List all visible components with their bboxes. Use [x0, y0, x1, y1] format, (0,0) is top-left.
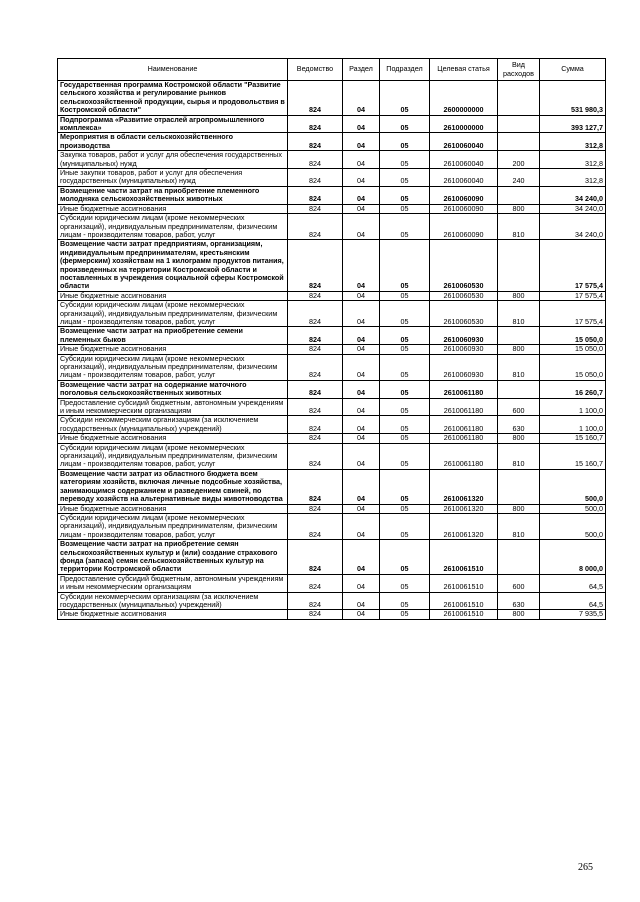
row-sum: 312,8 — [540, 133, 606, 151]
row-name: Субсидии юридическим лицам (кроме некоммерческих организаций), индивидуальным предпринимателям, физическим лицам - производителям товаров, работ, услуг — [58, 354, 288, 380]
row-section: 04 — [343, 301, 380, 327]
row-expense-type — [498, 240, 540, 291]
row-target-article: 2610061510 — [430, 574, 498, 592]
row-name: Возмещение части затрат на приобретение семени племенных быков — [58, 327, 288, 345]
row-department: 824 — [288, 240, 343, 291]
row-subsection: 05 — [380, 240, 430, 291]
table-row — [58, 380, 606, 398]
table-row — [58, 592, 606, 610]
table-row — [58, 169, 606, 187]
table-row — [58, 133, 606, 151]
row-sum: 393 127,7 — [540, 115, 606, 133]
row-sum: 15 050,0 — [540, 327, 606, 345]
row-target-article: 2610061180 — [430, 380, 498, 398]
row-name: Иные бюджетные ассигнования — [58, 610, 288, 619]
row-sum: 15 160,7 — [540, 434, 606, 443]
row-subsection: 05 — [380, 592, 430, 610]
row-department: 824 — [288, 434, 343, 443]
row-subsection: 05 — [380, 151, 430, 169]
row-section: 04 — [343, 574, 380, 592]
table-row — [58, 291, 606, 300]
row-name: Закупка товаров, работ и услуг для обеспечения государственных (муниципальных) нужд — [58, 151, 288, 169]
row-sum: 17 575,4 — [540, 240, 606, 291]
table-row — [58, 301, 606, 327]
row-sum: 34 240,0 — [540, 204, 606, 213]
row-target-article: 2610060090 — [430, 204, 498, 213]
row-section: 04 — [343, 291, 380, 300]
row-section: 04 — [343, 186, 380, 204]
row-name: Субсидии юридическим лицам (кроме некоммерческих организаций), индивидуальным предпринимателям, физическим лицам - производителям товаров, работ, услуг — [58, 513, 288, 539]
row-department: 824 — [288, 133, 343, 151]
row-expense-type — [498, 469, 540, 504]
row-subsection: 05 — [380, 513, 430, 539]
row-subsection: 05 — [380, 115, 430, 133]
row-name: Возмещение части затрат на приобретение семян сельскохозяйственных культур и (или) создание страхового фонда (запаса) семян сельскохозяйственных культур на территории Костромской области — [58, 540, 288, 575]
row-sum: 17 575,4 — [540, 291, 606, 300]
table-row — [58, 115, 606, 133]
table-row — [58, 186, 606, 204]
row-section: 04 — [343, 434, 380, 443]
row-name: Возмещение части затрат предприятиям, организациям, индивидуальным предпринимателям, крестьянским (фермерским) хозяйствам на 1 килограмм продуктов питания, произведенных на территории Костромской области и поставленных в учреждения социальной сферы Костромской области — [58, 240, 288, 291]
row-section: 04 — [343, 345, 380, 354]
table-row — [58, 345, 606, 354]
row-target-article: 2610060930 — [430, 345, 498, 354]
row-department: 824 — [288, 204, 343, 213]
table-row — [58, 443, 606, 469]
row-subsection: 05 — [380, 291, 430, 300]
row-expense-type: 600 — [498, 398, 540, 416]
header-name: Наименование — [58, 59, 288, 81]
row-department: 824 — [288, 214, 343, 240]
row-target-article: 2610060930 — [430, 354, 498, 380]
row-target-article: 2610060530 — [430, 240, 498, 291]
row-section: 04 — [343, 416, 380, 434]
row-subsection: 05 — [380, 434, 430, 443]
row-subsection: 05 — [380, 301, 430, 327]
table-row — [58, 469, 606, 504]
row-subsection: 05 — [380, 540, 430, 575]
row-department: 824 — [288, 540, 343, 575]
row-section: 04 — [343, 610, 380, 619]
row-sum: 1 100,0 — [540, 416, 606, 434]
row-section: 04 — [343, 443, 380, 469]
row-subsection: 05 — [380, 574, 430, 592]
row-section: 04 — [343, 354, 380, 380]
row-expense-type: 810 — [498, 301, 540, 327]
row-subsection: 05 — [380, 610, 430, 619]
row-name: Иные бюджетные ассигнования — [58, 434, 288, 443]
row-department: 824 — [288, 574, 343, 592]
row-section: 04 — [343, 115, 380, 133]
row-target-article: 2610061180 — [430, 416, 498, 434]
header-expense-type: Вид расходов — [498, 59, 540, 81]
row-subsection: 05 — [380, 186, 430, 204]
row-department: 824 — [288, 469, 343, 504]
row-sum: 500,0 — [540, 469, 606, 504]
row-name: Возмещение части затрат на приобретение племенного молодняка сельскохозяйственных животных — [58, 186, 288, 204]
row-target-article: 2610061320 — [430, 504, 498, 513]
row-department: 824 — [288, 610, 343, 619]
row-section: 04 — [343, 240, 380, 291]
row-department: 824 — [288, 398, 343, 416]
row-subsection: 05 — [380, 354, 430, 380]
row-name: Иные бюджетные ассигнования — [58, 504, 288, 513]
row-subsection: 05 — [380, 345, 430, 354]
row-subsection: 05 — [380, 504, 430, 513]
row-target-article: 2610060040 — [430, 133, 498, 151]
row-target-article: 2610060040 — [430, 151, 498, 169]
row-expense-type: 630 — [498, 416, 540, 434]
row-expense-type: 200 — [498, 151, 540, 169]
row-sum: 34 240,0 — [540, 186, 606, 204]
row-subsection: 05 — [380, 398, 430, 416]
row-sum: 1 100,0 — [540, 398, 606, 416]
table-row — [58, 434, 606, 443]
table-row — [58, 204, 606, 213]
header-sum: Сумма — [540, 59, 606, 81]
row-sum: 15 050,0 — [540, 354, 606, 380]
row-expense-type — [498, 133, 540, 151]
row-expense-type: 800 — [498, 345, 540, 354]
row-sum: 312,8 — [540, 169, 606, 187]
row-target-article: 2610061510 — [430, 610, 498, 619]
table-row — [58, 416, 606, 434]
header-target-article: Целевая статья — [430, 59, 498, 81]
table-row — [58, 354, 606, 380]
row-sum: 312,8 — [540, 151, 606, 169]
table-row — [58, 151, 606, 169]
row-target-article: 2610060090 — [430, 186, 498, 204]
row-expense-type — [498, 115, 540, 133]
row-target-article: 2610061180 — [430, 398, 498, 416]
table-row — [58, 327, 606, 345]
row-department: 824 — [288, 169, 343, 187]
row-subsection: 05 — [380, 133, 430, 151]
row-name: Субсидии юридическим лицам (кроме некоммерческих организаций), индивидуальным предпринимателям, физическим лицам - производителям товаров, работ, услуг — [58, 301, 288, 327]
row-target-article: 2610060040 — [430, 169, 498, 187]
row-expense-type: 600 — [498, 574, 540, 592]
row-department: 824 — [288, 416, 343, 434]
row-expense-type: 800 — [498, 610, 540, 619]
row-name: Мероприятия в области сельскохозяйственного производства — [58, 133, 288, 151]
table-row — [58, 398, 606, 416]
row-expense-type: 800 — [498, 434, 540, 443]
row-subsection: 05 — [380, 169, 430, 187]
row-name: Предоставление субсидий бюджетным, автономным учреждениям и иным некоммерческим организациям — [58, 398, 288, 416]
row-sum: 16 260,7 — [540, 380, 606, 398]
row-target-article: 2610000000 — [430, 115, 498, 133]
row-sum: 64,5 — [540, 574, 606, 592]
row-target-article: 2610061510 — [430, 592, 498, 610]
row-name: Иные бюджетные ассигнования — [58, 291, 288, 300]
table-row — [58, 504, 606, 513]
row-section: 04 — [343, 504, 380, 513]
row-name: Субсидии юридическим лицам (кроме некоммерческих организаций), индивидуальным предпринимателям, физическим лицам - производителям товаров, работ, услуг — [58, 214, 288, 240]
row-name: Иные бюджетные ассигнования — [58, 204, 288, 213]
row-target-article: 2610061180 — [430, 434, 498, 443]
row-department: 824 — [288, 592, 343, 610]
row-subsection: 05 — [380, 380, 430, 398]
row-section: 04 — [343, 204, 380, 213]
row-sum: 64,5 — [540, 592, 606, 610]
row-section: 04 — [343, 540, 380, 575]
page-number: 265 — [578, 862, 593, 873]
row-expense-type: 810 — [498, 214, 540, 240]
row-target-article: 2610060530 — [430, 291, 498, 300]
row-target-article: 2610060530 — [430, 301, 498, 327]
row-sum: 15 160,7 — [540, 443, 606, 469]
header-subsection: Подраздел — [380, 59, 430, 81]
table-row — [58, 513, 606, 539]
row-expense-type — [498, 540, 540, 575]
row-sum: 17 575,4 — [540, 301, 606, 327]
budget-table — [57, 58, 606, 620]
row-subsection: 05 — [380, 416, 430, 434]
row-target-article: 2610060930 — [430, 327, 498, 345]
row-section: 04 — [343, 592, 380, 610]
row-subsection: 05 — [380, 443, 430, 469]
row-name: Государственная программа Костромской области "Развитие сельского хозяйства и регулирование рынков сельскохозяйственной продукции, сырья и продовольствия в Костромской области" — [58, 81, 288, 116]
row-subsection: 05 — [380, 204, 430, 213]
row-sum: 500,0 — [540, 513, 606, 539]
row-department: 824 — [288, 380, 343, 398]
row-department: 824 — [288, 504, 343, 513]
row-expense-type: 800 — [498, 504, 540, 513]
table-body — [58, 81, 606, 620]
table-row — [58, 610, 606, 619]
row-department: 824 — [288, 345, 343, 354]
row-department: 824 — [288, 291, 343, 300]
row-sum: 7 935,5 — [540, 610, 606, 619]
row-name: Иные закупки товаров, работ и услуг для обеспечения государственных (муниципальных) нужд — [58, 169, 288, 187]
row-expense-type: 810 — [498, 443, 540, 469]
row-department: 824 — [288, 354, 343, 380]
row-section: 04 — [343, 151, 380, 169]
header-department: Ведомство — [288, 59, 343, 81]
row-section: 04 — [343, 327, 380, 345]
row-target-article: 2610061510 — [430, 540, 498, 575]
row-target-article: 2600000000 — [430, 81, 498, 116]
row-expense-type — [498, 186, 540, 204]
row-subsection: 05 — [380, 327, 430, 345]
row-section: 04 — [343, 469, 380, 504]
row-expense-type: 810 — [498, 354, 540, 380]
row-name: Возмещение части затрат на содержание маточного поголовья сельскохозяйственных животных — [58, 380, 288, 398]
row-sum: 15 050,0 — [540, 345, 606, 354]
row-sum: 8 000,0 — [540, 540, 606, 575]
row-name: Возмещение части затрат из областного бюджета всем категориям хозяйств, включая личные подсобные хозяйства, занимающимся содержанием и разведением свиней, по переводу хозяйств на альтернативные виды животноводства — [58, 469, 288, 504]
table-row — [58, 540, 606, 575]
row-expense-type — [498, 327, 540, 345]
row-subsection: 05 — [380, 469, 430, 504]
row-target-article: 2610061320 — [430, 513, 498, 539]
row-target-article: 2610060090 — [430, 214, 498, 240]
row-sum: 531 980,3 — [540, 81, 606, 116]
row-expense-type: 630 — [498, 592, 540, 610]
row-expense-type: 800 — [498, 291, 540, 300]
row-sum: 500,0 — [540, 504, 606, 513]
row-sum: 34 240,0 — [540, 214, 606, 240]
row-department: 824 — [288, 513, 343, 539]
row-department: 824 — [288, 81, 343, 116]
row-name: Субсидии некоммерческим организациям (за исключением государственных (муниципальных) учреждений) — [58, 416, 288, 434]
row-section: 04 — [343, 214, 380, 240]
row-department: 824 — [288, 301, 343, 327]
row-name: Предоставление субсидий бюджетным, автономным учреждениям и иным некоммерческим организациям — [58, 574, 288, 592]
row-name: Субсидии некоммерческим организациям (за исключением государственных (муниципальных) учреждений) — [58, 592, 288, 610]
table-row — [58, 574, 606, 592]
row-name: Иные бюджетные ассигнования — [58, 345, 288, 354]
row-section: 04 — [343, 133, 380, 151]
row-section: 04 — [343, 398, 380, 416]
row-target-article: 2610061320 — [430, 469, 498, 504]
row-section: 04 — [343, 169, 380, 187]
header-section: Раздел — [343, 59, 380, 81]
row-section: 04 — [343, 513, 380, 539]
row-target-article: 2610061180 — [430, 443, 498, 469]
row-expense-type: 800 — [498, 204, 540, 213]
row-name: Субсидии юридическим лицам (кроме некоммерческих организаций), индивидуальным предпринимателям, физическим лицам - производителям товаров, работ, услуг — [58, 443, 288, 469]
row-expense-type: 240 — [498, 169, 540, 187]
row-department: 824 — [288, 115, 343, 133]
row-name: Подпрограмма «Развитие отраслей агропромышленного комплекса» — [58, 115, 288, 133]
table-row — [58, 81, 606, 116]
row-section: 04 — [343, 81, 380, 116]
table-row — [58, 214, 606, 240]
row-department: 824 — [288, 443, 343, 469]
table-row — [58, 240, 606, 291]
row-department: 824 — [288, 186, 343, 204]
row-subsection: 05 — [380, 81, 430, 116]
row-expense-type: 810 — [498, 513, 540, 539]
row-department: 824 — [288, 151, 343, 169]
table-header-row — [58, 59, 606, 81]
row-expense-type — [498, 81, 540, 116]
row-subsection: 05 — [380, 214, 430, 240]
row-expense-type — [498, 380, 540, 398]
row-department: 824 — [288, 327, 343, 345]
row-section: 04 — [343, 380, 380, 398]
